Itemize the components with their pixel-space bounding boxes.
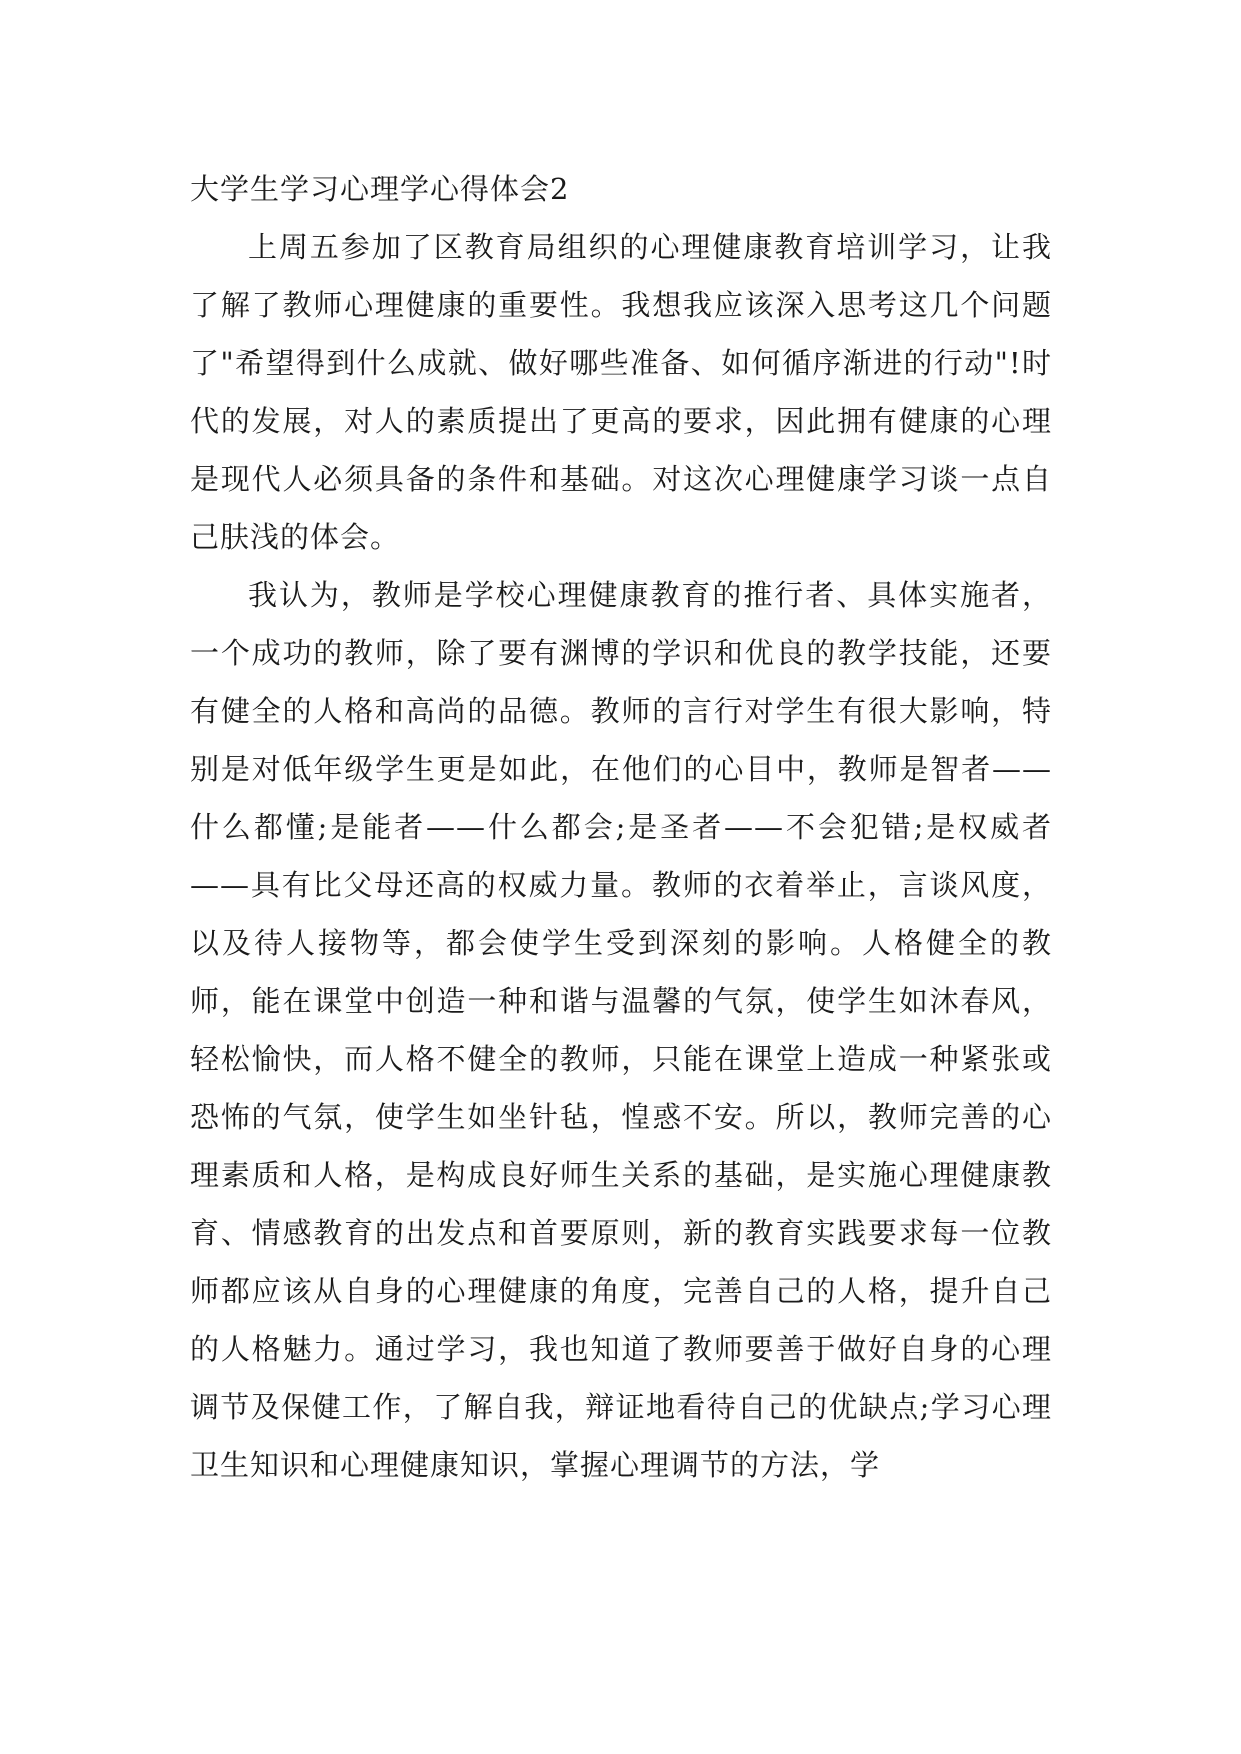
document-title: 大学生学习心理学心得体会2 [190, 172, 570, 206]
document-page [190, 160, 1052, 1494]
paragraph-2: 我认为，教师是学校心理健康教育的推行者、具体实施者，一个成功的教师，除了要有渊博的学识和优良的教学技能，还要有健全的人格和高尚的品德。教师的言行对学生有很大影响，特别是对低年级学生更是如此，在他们的心目中，教师是智者——什么都懂;是能者——什么都会;是圣者——不会犯错;是权威者——具有比父母还高的权威力量。教师的衣着举止，言谈风度，以及待人接物等，都会使学生受到深刻的影响。人格健全的教师，能在课堂中创造一种和谐与温馨的气氛，使学生如沐春风，轻松愉快，而人格不健全的教师，只能在课堂上造成一种紧张或恐怖的气氛，使学生如坐针毡，惶惑不安。所以，教师完善的心理素质和人格，是构成良好师生关系的基础，是实施心理健康教育、情感教育的出发点和首要原则，新的教育实践要求每一位教师都应该从自身的心理健康的角度，完善自己的人格，提升自己的人格魅力。通过学习，我也知道了教师要善于做好自身的心理调节及保健工作，了解自我，辩证地看待自己的优缺点;学习心理卫生知识和心理健康知识，掌握心理调节的方法，学 [190, 578, 1052, 1482]
paragraph-1: 上周五参加了区教育局组织的心理健康教育培训学习，让我了解了教师心理健康的重要性。我想我应该深入思考这几个问题了"希望得到什么成就、做好哪些准备、如何循序渐进的行动"!时代的发展，对人的素质提出了更高的要求，因此拥有健康的心理是现代人必须具备的条件和基础。对这次心理健康学习谈一点自己肤浅的体会。 [190, 230, 1052, 554]
